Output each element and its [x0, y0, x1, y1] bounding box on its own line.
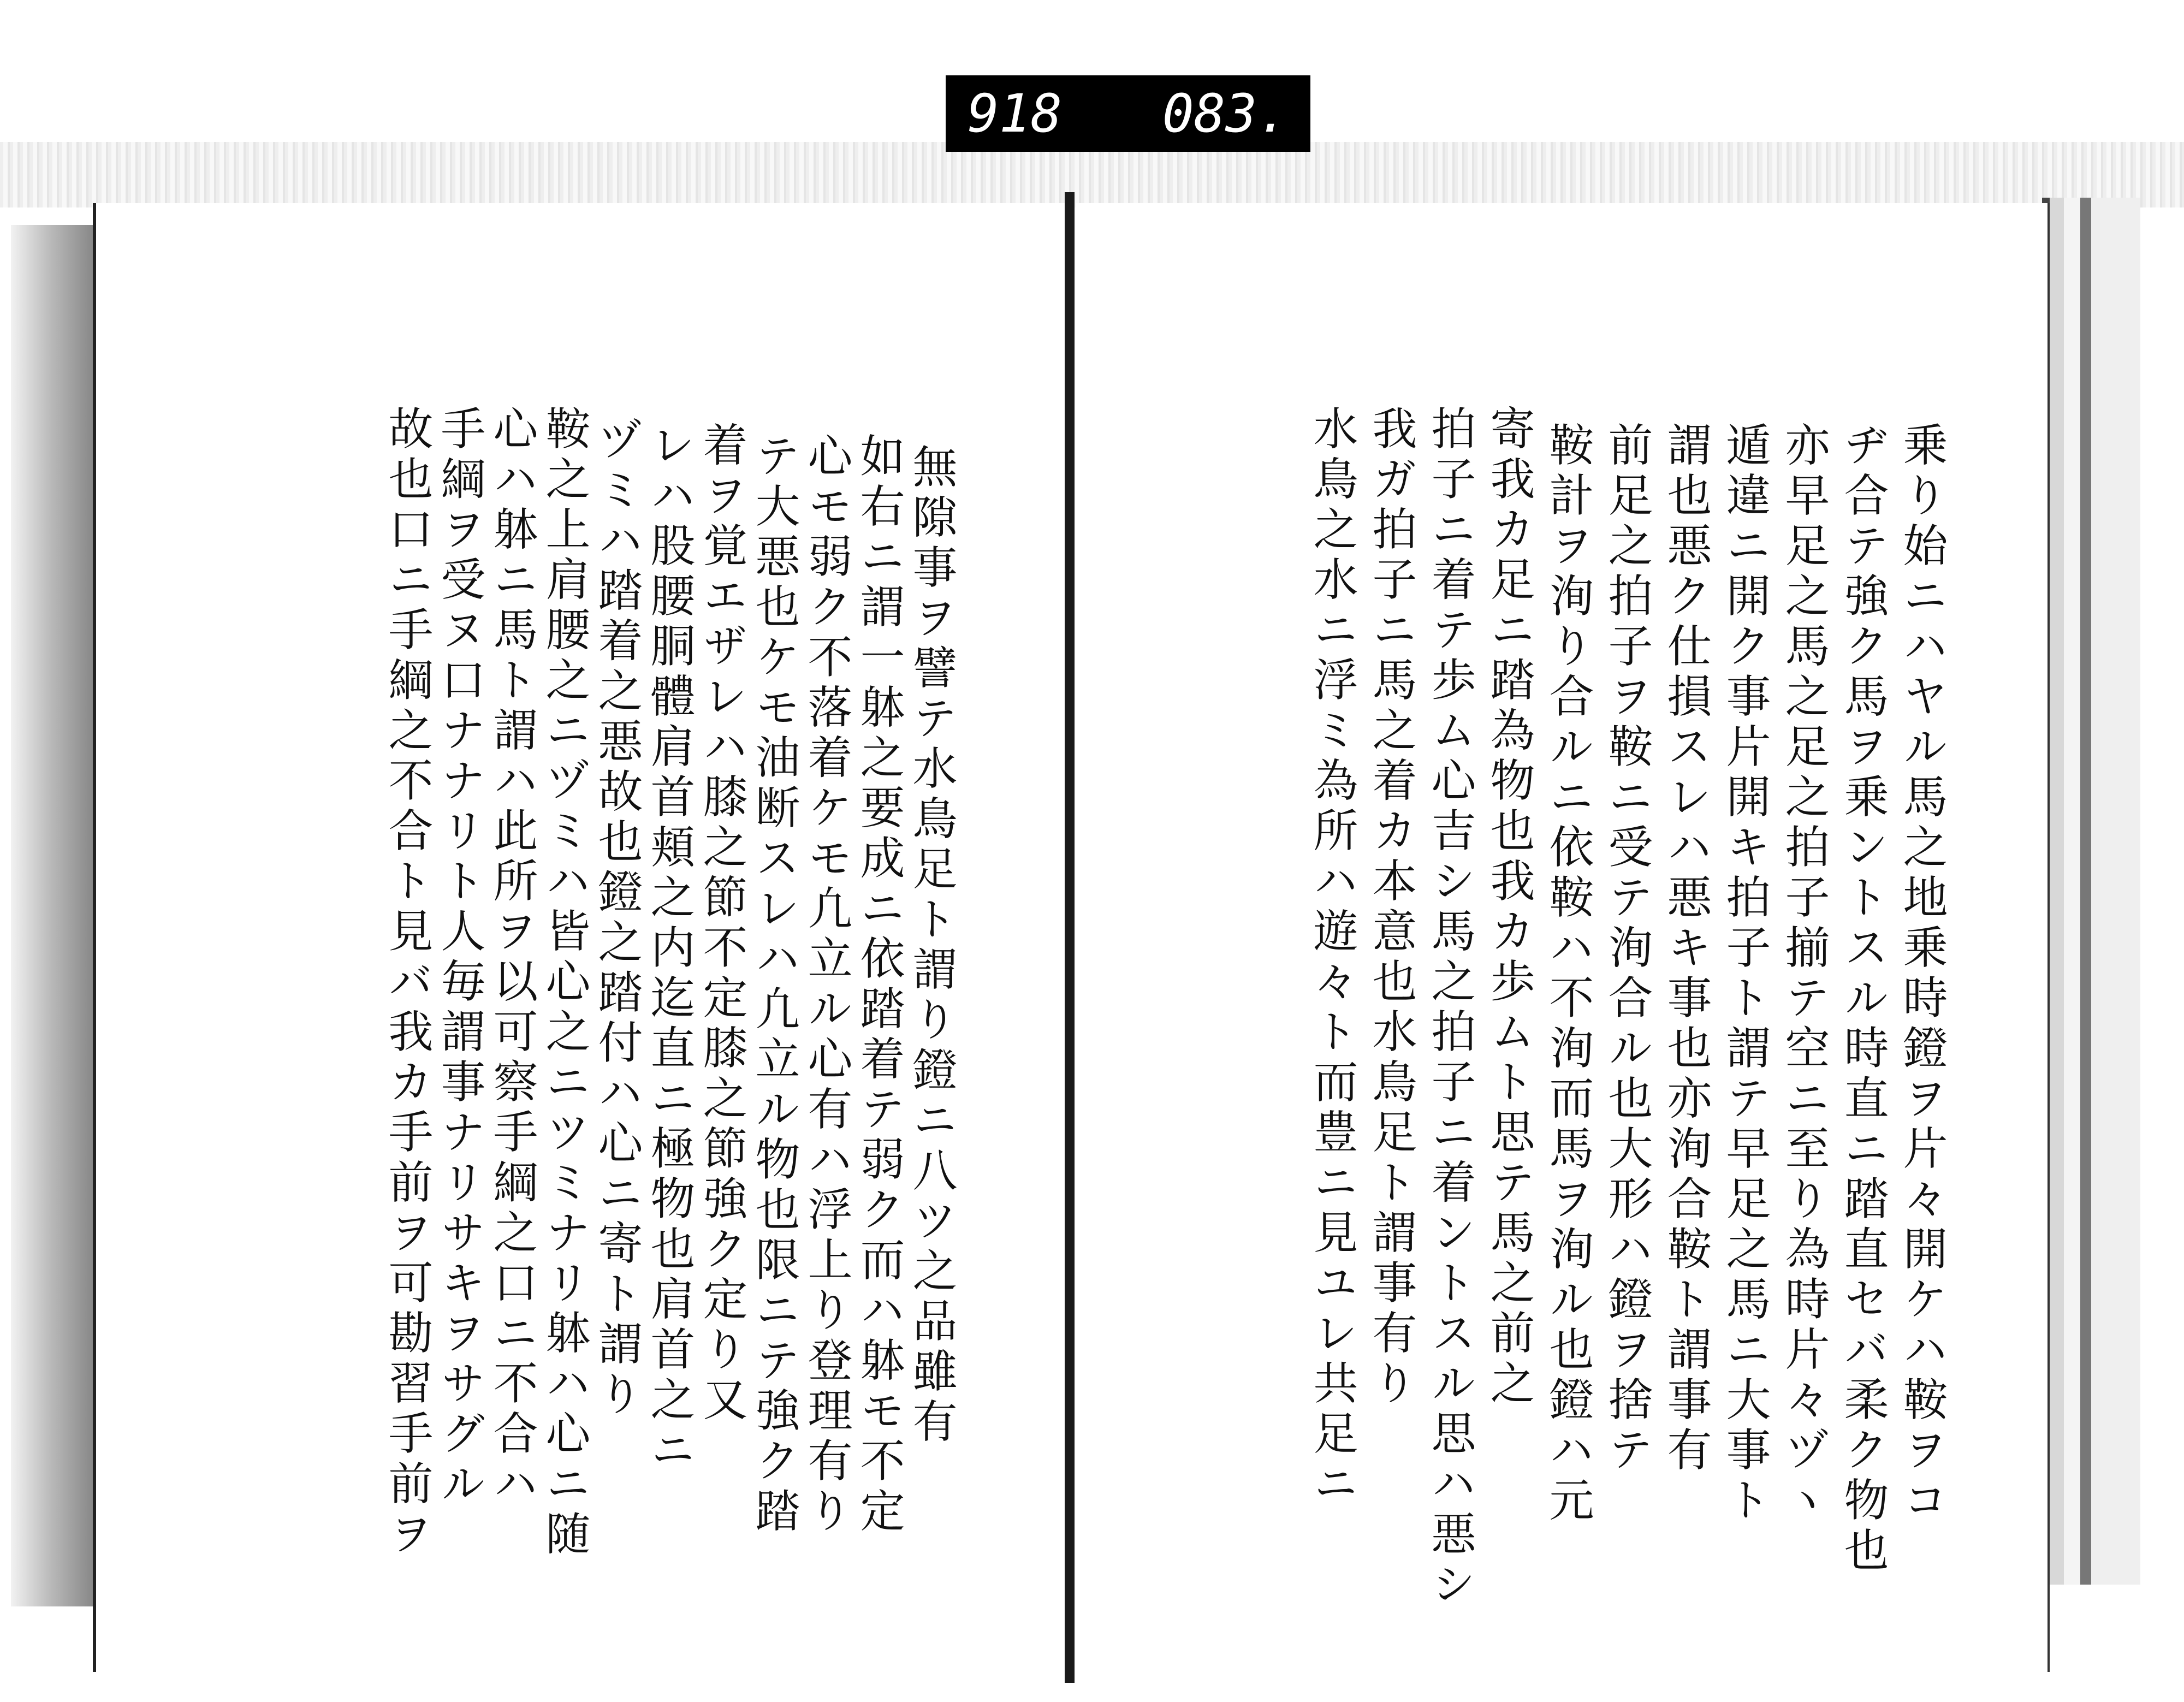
right-page-edge-stack [2042, 198, 2140, 1585]
right-page-column-4: 遁違ニ開ク事片開キ拍子ト謂テ早足之馬ニ大事ト [1719, 422, 1771, 1527]
frame-number-right: 083. [1162, 83, 1289, 144]
book-gutter [1065, 192, 1075, 1683]
frame-number-label [946, 75, 1310, 152]
right-page-column-1: 乗り始ニハヤル馬之地乗時鐙ヲ片々開ケハ鞍ヲコ [1896, 422, 1948, 1527]
right-page-column-11: 水鳥之水ニ浮ミ為所ハ遊々ト而豊ニ見ユレ共足ニ [1306, 405, 1358, 1510]
left-page-column-5: 着ヲ覚エザレハ膝之節不定膝之節強ク定り又 [696, 422, 747, 1426]
right-page-column-6: 前足之拍子ヲ鞍ニ受テ洵合ル也大形ハ鐙ヲ捨テ [1601, 422, 1653, 1476]
left-page-column-10: 手綱ヲ受ヌ口ナナリト人毎謂事ナリサキヲサグル [434, 405, 485, 1510]
left-page-column-3: 心モ弱ク不落着ケモ凢立ル心有ハ浮上り登理有り [800, 432, 852, 1538]
left-page-column-8: 鞍之上肩腰之ニヅミハ皆心之ニツミナリ躰ハ心ニ随 [538, 405, 590, 1561]
right-page-column-5: 謂也悪ク仕損スレハ悪キ事也亦洵合鞍ト謂事有 [1660, 422, 1712, 1476]
scan-background-texture [0, 142, 2184, 207]
frame-number-left: 918 [968, 83, 1063, 144]
open-book [82, 203, 2069, 1672]
right-page-column-7: 鞍計ヲ洵り合ルニ依鞍ハ不洵而馬ヲ洵ル也鐙ハ元 [1542, 422, 1594, 1527]
left-page-column-2: 如右ニ謂一躰之要成ニ依踏着テ弱ク而ハ躰モ不定 [853, 432, 905, 1538]
left-page-column-11: 故也口ニ手綱之不合ト見バ我カ手前ヲ可勘習手前ヲ [381, 405, 433, 1561]
right-page-column-2: ヂ合テ強ク馬ヲ乗ントスル時直ニ踏直セバ柔ク物也 [1837, 422, 1889, 1577]
left-page-column-9: 心ハ躰ニ馬ト謂ハ此所ヲ以可察手綱之口ニ不合ハ [486, 405, 538, 1510]
right-page-column-10: 我ガ拍子ニ馬之着カ本意也水鳥足ト謂事有り [1365, 405, 1417, 1410]
left-page-column-6: レハ股腰胴體肩首頬之内迄直ニ極物也肩首之ニ [643, 422, 695, 1476]
left-page [93, 203, 1068, 1672]
left-page-column-4: テ大悪也ケモ油断スレハ凢立ル物也限ニテ強ク踏 [748, 432, 800, 1538]
right-page-column-8: 寄我カ足ニ踏為物也我カ歩ムト思テ馬之前之 [1483, 405, 1535, 1410]
left-page-column-7: ヅミハ踏着之悪故也鐙之踏付ハ心ニ寄ト謂り [591, 416, 643, 1421]
left-page-column-1: 無隙事ヲ譬テ水鳥足ト謂り鐙ニ八ツ之品雖有 [905, 443, 957, 1448]
right-page [1076, 203, 2050, 1672]
right-page-column-3: 亦早足之馬之足之拍子揃テ空ニ至り為時片々ヅヽ [1778, 422, 1830, 1527]
right-page-column-9: 拍子ニ着テ歩ム心吉シ馬之拍子ニ着ントスル思ハ悪シ [1424, 405, 1476, 1611]
